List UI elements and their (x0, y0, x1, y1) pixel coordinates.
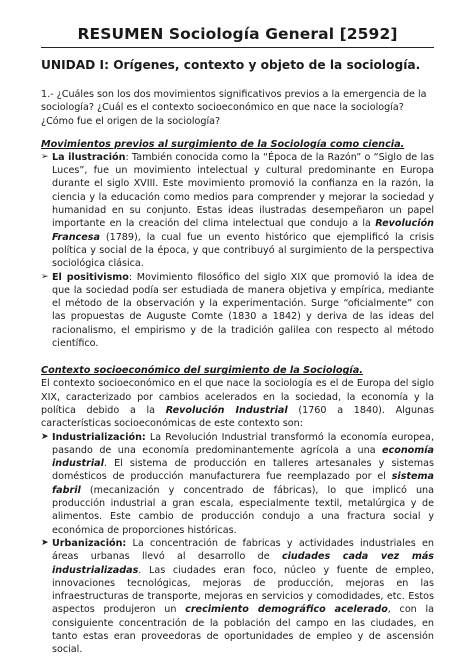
term-industrializacion: Industrialización: (52, 431, 146, 443)
context-intro-paragraph (41, 377, 434, 430)
term-urbanizacion: Urbanización: (52, 537, 127, 549)
term-ilustracion: La ilustración (52, 151, 126, 163)
text-industrializacion-2: . El sistema de producción en talleres artesanales y sistemas domésticos de producción manufacturera fue reemplazado por el (52, 458, 434, 483)
text-urbanizacion-1: La concentración de fabricas y actividades industriales en áreas urbanas llevó al desarrollo de (52, 537, 434, 563)
text-industrializacion-3: (mecanización y concentrado de fábricas), lo que implicó una producción industrial a gran escala, especialmente textil, metalúrgica y de alimentos. Este cambio de producción condujo a una fractura social y económica de proporciones históricas. (52, 484, 434, 536)
text-positivismo-1: : Movimiento filosófico del siglo XIX que promovió la idea de que la sociedad podía ser estudiada de manera objetiva y empírica, mediante el método de la observación y la experimentación. Surge “oficialmente” con las propuestas de Auguste Comte (1830 a 1842) y deriva de las ideas del racionalismo, el empirismo y de la tradición galilea con respecto al método científico. (52, 271, 434, 350)
emph-economia-industrial: economía industrial (52, 444, 434, 470)
check-arrow-icon: ➢ (41, 271, 49, 282)
title-divider (41, 47, 434, 48)
list-item-industrializacion (41, 431, 434, 537)
characteristics-list (41, 431, 434, 657)
term-positivismo: El positivismo (52, 271, 129, 283)
section-heading-previous-movements: Movimientos previos al surgimiento de la Sociología como ciencia. (41, 138, 405, 150)
text-urbanizacion-3: , con la consiguiente concentración de la población del campo en las ciudades, en tanto estas eran proveedoras de oportunidades de empleo y de ascensión social. (52, 604, 435, 656)
movements-list (41, 151, 434, 350)
emph-sistema-fabril: sistema fabril (52, 471, 434, 496)
text-ilustracion-2: (1789), la cual fue un evento histórico que ejemplificó la crisis política y social de la época, y que contribuyó al surgimiento de la perspectiva sociológica clásica. (52, 231, 434, 270)
arrow-head-icon: ➤ (41, 431, 49, 442)
study-question: 1.- ¿Cuáles son los dos movimientos significativos previos a la emergencia de la sociología? ¿Cuál es el contexto socioeconómico en que nace la sociología? ¿Cómo fue el origen de la sociología? (41, 89, 427, 127)
text-urbanizacion-2: . Las ciudades eran foco, núcleo y fuente de empleo, innovaciones tecnológicas, mejoras de producción, mejoras en las infraestructuras de transporte, mejoras en servicios y comodidades, etc. Estos aspectos produjeron un (52, 564, 434, 616)
list-item-positivismo (41, 271, 434, 351)
emph-revolucion-francesa: Revolución Francesa (52, 218, 434, 243)
text-ilustracion-1: : También conocida como la “Época de la Razón” o “Siglo de las Luces”, fue un movimiento intelectual y cultural predominante en Europa durante el siglo XVIII. Este movimiento promovió la confianza en la razón, la ciencia y la educación como medios para comprender y mejorar la sociedad y humanidad en su conjunto. Estas ideas ilustradas desempeñaron un papel importante en la creación del clima intelectual que condujo a la (52, 151, 435, 230)
section-heading-socioeconomic-context: Contexto socioeconómico del surgimiento de la Sociología. (41, 365, 363, 377)
arrow-head-icon: ➤ (41, 537, 49, 548)
emph-revolucion-industrial: Revolución Industrial (165, 404, 288, 416)
intro-text-1: El contexto socioeconómico en el que nace la sociología es el de Europa del siglo XIX, caracterizado por cambios acelerados en la sociedad, la economía y la política debido a la (41, 378, 434, 416)
emph-ciudades-industrializadas: ciudades cada vez más industrializadas (52, 551, 434, 576)
document-title: RESUMEN Sociología General [2592] (77, 25, 398, 43)
list-item-ilustracion (41, 151, 434, 271)
check-arrow-icon: ➢ (41, 151, 49, 162)
text-industrializacion-1: La Revolución Industrial transformó la economía europea, pasando de una economía predominantemente agrícola a una (52, 431, 434, 456)
emph-crecimiento-demografico: crecimiento demográfico acelerado (185, 604, 388, 616)
unit-heading: UNIDAD I: Orígenes, contexto y objeto de la sociología. (41, 58, 421, 72)
list-item-urbanizacion (41, 537, 434, 657)
intro-text-2: (1760 a 1840). Algunas características socioeconómicas de este contexto son: (41, 404, 434, 430)
